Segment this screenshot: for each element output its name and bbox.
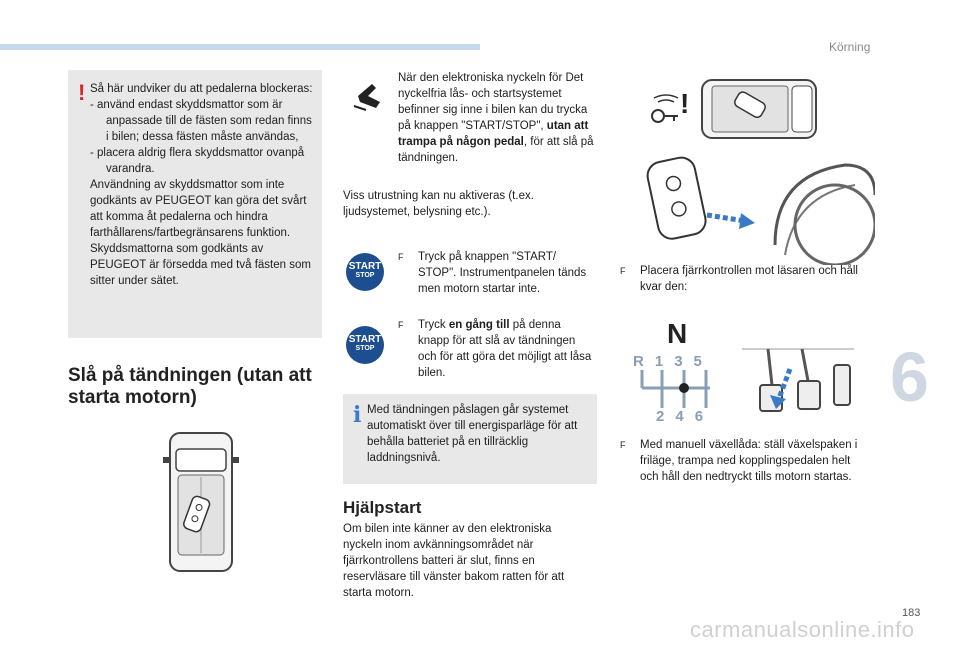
intro-text: När den elektroniska nyckeln för Det nyckelfria lås- och startsystemet befinner sig inne i bilen kan du trycka på knappen "START/STOP", [398, 72, 588, 132]
ignition-intro [398, 70, 598, 166]
start-stop-button-icon [346, 326, 384, 364]
warning-body: Användning av skyddsmattor som inte godkänts av PEUGEOT kan göra det svårt att komma åt pedalerna och hindra farthållarens/fartbegränsarens funktion. Skyddsmattorna som godkänts av PEUGEOT är försedda med två fästen som sitter under sätet. [90, 179, 311, 287]
no-pedal-foot-icon [352, 76, 388, 112]
section-title: Körning [829, 40, 871, 54]
gear-label: 4 [675, 408, 695, 425]
gear-shift-pattern [636, 368, 716, 410]
bullet-mark: F [398, 320, 404, 330]
clutch-pedal-illustration [738, 345, 858, 425]
step-2-a: Tryck [418, 319, 449, 331]
chapter-number: 6 [890, 338, 929, 416]
intro-bold: utan att trampa på någon pedal [398, 120, 589, 148]
gear-label: 1 [654, 353, 675, 370]
gear-label: 2 [656, 408, 676, 425]
page-number: 183 [902, 607, 921, 619]
warning-box [68, 70, 322, 338]
start-stop-button-icon [346, 253, 384, 291]
warning-icon: ! [78, 80, 86, 105]
info-box [343, 394, 597, 484]
step-2 [398, 317, 593, 381]
btn-label-stop: STOP [355, 345, 375, 352]
step-2-b: på denna knapp för att slå av tändningen och för att göra det möjligt att låsa bilen. [418, 319, 592, 379]
manual-gear-text: Med manuell växellåda: ställ växelspaken i friläge, trampa ned kopplingspedalen helt och håll den nedtryckt tills motorn startas. [640, 439, 858, 483]
key-warning-mark: ! [680, 88, 690, 119]
info-icon: i [353, 402, 362, 428]
step-2-bold: en gång till [448, 319, 510, 331]
warning-text [90, 81, 316, 289]
bullet-mark: F [398, 252, 404, 262]
bullet-mark: F [620, 440, 626, 450]
manual-gear-step [620, 437, 870, 485]
step-2-text [398, 317, 593, 381]
car-top-view-illustration [160, 425, 242, 575]
btn-label-start: START [348, 261, 382, 272]
gear-bottom-row [656, 408, 714, 425]
gear-label: 6 [694, 408, 715, 425]
gear-label: 5 [693, 353, 713, 370]
gear-label: 3 [674, 353, 694, 370]
warning-item: - använd endast skyddsmattor som är anpassade till de fästen som redan finns i bilen; dessa fästen måste användas, [90, 99, 312, 143]
main-heading: Slå på tändningen (utan att starta motorn) [68, 365, 312, 408]
place-remote-text: Placera fjärrkontrollen mot läsaren och håll kvar den: [640, 265, 858, 293]
gear-label: R [633, 353, 655, 370]
help-heading: Hjälpstart [343, 498, 422, 517]
btn-label-stop: STOP [355, 272, 375, 279]
place-remote-step [620, 263, 870, 295]
vehicle-top-view-illustration [700, 74, 820, 144]
step-1 [398, 249, 593, 297]
bullet-mark: F [620, 266, 626, 276]
warning-item: - placera aldrig flera skyddsmattor ovanpå varandra. [90, 147, 305, 175]
help-text: Om bilen inte känner av den elektroniska nyckeln inom avkänningsområdet när fjärrkontrollens batteri är slut, finns en reservläsare till vänster bakom ratten för att starta motorn. [343, 523, 565, 599]
info-text: Med tändningen påslagen går systemet automatiskt över till energisparläge för att behålla batteriet på en tillräcklig laddningsnivå. [367, 404, 578, 464]
activate-text: Viss utrustning kan nu aktiveras (t.ex. ljudsystemet, belysning etc.). [343, 190, 534, 218]
top-accent-bar [0, 44, 480, 50]
step-1-text: Tryck på knappen "START/ STOP". Instrumentpanelen tänds men motorn startar inte. [418, 251, 587, 295]
watermark: carmanualsonline.info [690, 617, 915, 642]
intro-text-end: , för att slå på tändningen. [398, 136, 594, 164]
gear-neutral-label: N [667, 318, 688, 349]
steering-wheel-reader-illustration [625, 155, 875, 265]
warning-intro: Så här undviker du att pedalerna blockeras: [90, 83, 313, 95]
btn-label-start: START [348, 334, 382, 345]
